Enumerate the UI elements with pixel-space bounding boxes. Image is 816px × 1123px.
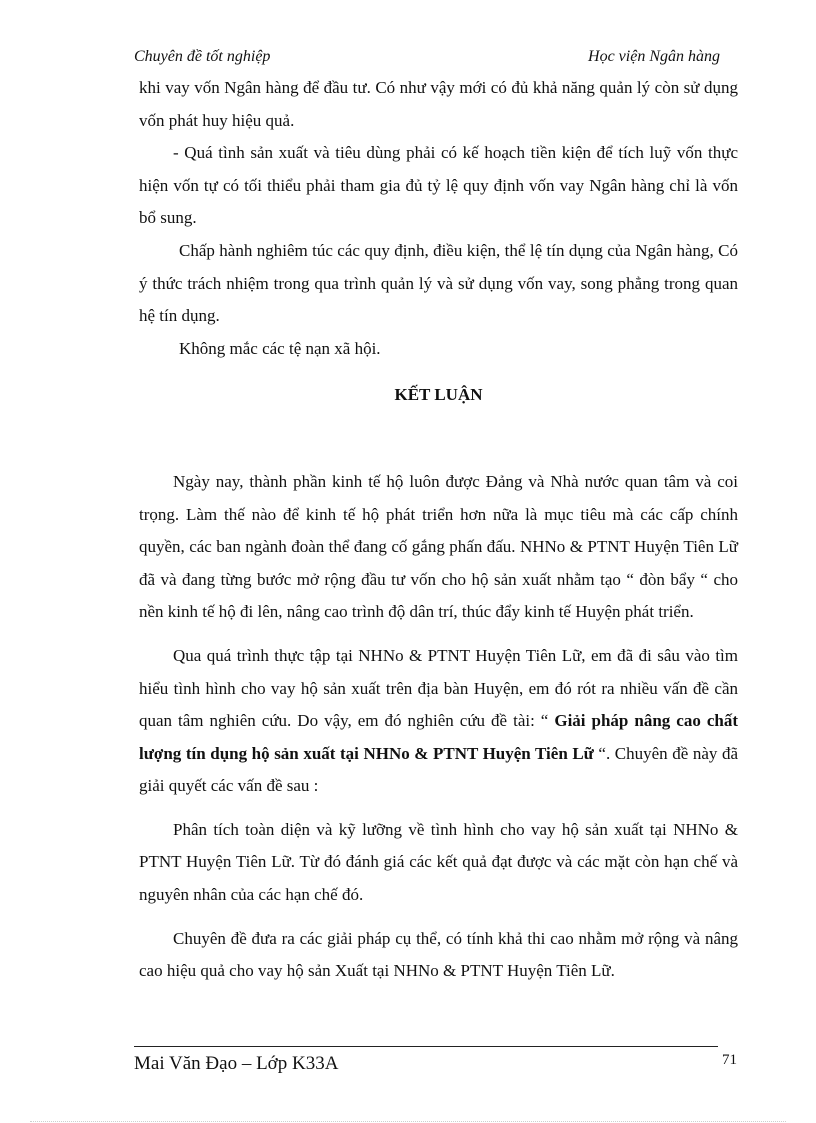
thesis-title: Giải pháp nâng cao chất lượng tín dụng hộ sản xuất tại NHNo & PTNT Huyện Tiên Lữ [139, 711, 738, 763]
paragraph-5: Ngày nay, thành phần kinh tế hộ luôn được Đảng và Nhà nước quan tâm và coi trọng. Làm thế nào để kinh tế hộ phát triển hơn nữa là mục tiêu mà các cấp chính quyền, các ban ngành đoàn thể đang cố gắng phấn đấu. NHNo & PTNT Huyện Tiên Lữ đã và đang từng bước mở rộng đầu tư vốn cho hộ sản xuất nhằm tạo “ đòn bẩy “ cho nền kinh tế hộ đi lên, nâng cao trình độ dân trí, thúc đẩy kinh tế Huyện phát triển. [139, 471, 738, 622]
paragraph-6 [139, 640, 738, 803]
paragraph-6-text-before: Qua quá trình thực tập tại NHNo & PTNT Huyện Tiên Lữ, em đã đi sâu vào tìm hiểu tình hình cho vay hộ sản xuất trên địa bàn Huyện, em đó rót ra nhiều vấn đề cần quan tâm nghiên cứu. Do vậy, em đó nghiên cứu đề tài: “ [139, 645, 738, 731]
page-number: 71 [722, 1052, 737, 1068]
paragraph-3: Chấp hành nghiêm túc các quy định, điều kiện, thể lệ tín dụng của Ngân hàng, Có ý thức trách nhiệm trong qua trình quản lý và sử dụng vốn vay, song phẳng trong quan hệ tín dụng. [139, 240, 738, 326]
section-heading: KẾT LUẬN [394, 385, 483, 405]
paragraph-4: Không mắc các tệ nạn xã hội. [179, 338, 381, 358]
page-bottom-border [30, 1121, 786, 1122]
paragraph-6-text-after: “. Chuyên đề này đã giải quyết các vấn đề sau : [139, 743, 738, 796]
header-right-title: Học viện Ngân hàng [588, 48, 720, 65]
document-body [139, 72, 738, 988]
page-header [134, 48, 720, 70]
paragraph-7: Phân tích toàn diện và kỹ lưỡng về tình hình cho vay hộ sản xuất tại NHNo & PTNT Huyện Tiên Lữ. Từ đó đánh giá các kết quả đạt được và các mặt còn hạn chế và nguyên nhân của các hạn chế đó. [139, 819, 738, 905]
paragraph-8: Chuyên đề đưa ra các giải pháp cụ thể, có tính khả thi cao nhằm mở rộng và nâng cao hiệu quả cho vay hộ sản Xuất tại NHNo & PTNT Huyện Tiên Lữ. [139, 928, 738, 981]
footer-divider [134, 1046, 718, 1047]
footer-author: Mai Văn Đạo – Lớp K33A [134, 1053, 339, 1074]
header-left-title: Chuyên đề tốt nghiệp [134, 48, 271, 65]
paragraph-1: khi vay vốn Ngân hàng để đầu tư. Có như vậy mới có đủ khả năng quản lý còn sử dụng vốn phát huy hiệu quả. [139, 78, 738, 130]
paragraph-2: - Quá tình sản xuất và tiêu dùng phải có kế hoạch tiền kiện để tích luỹ vốn thực hiện vốn tự có tối thiểu phải tham gia đủ tỷ lệ quy định vốn vay Ngân hàng chỉ là vốn bổ sung. [139, 143, 738, 228]
